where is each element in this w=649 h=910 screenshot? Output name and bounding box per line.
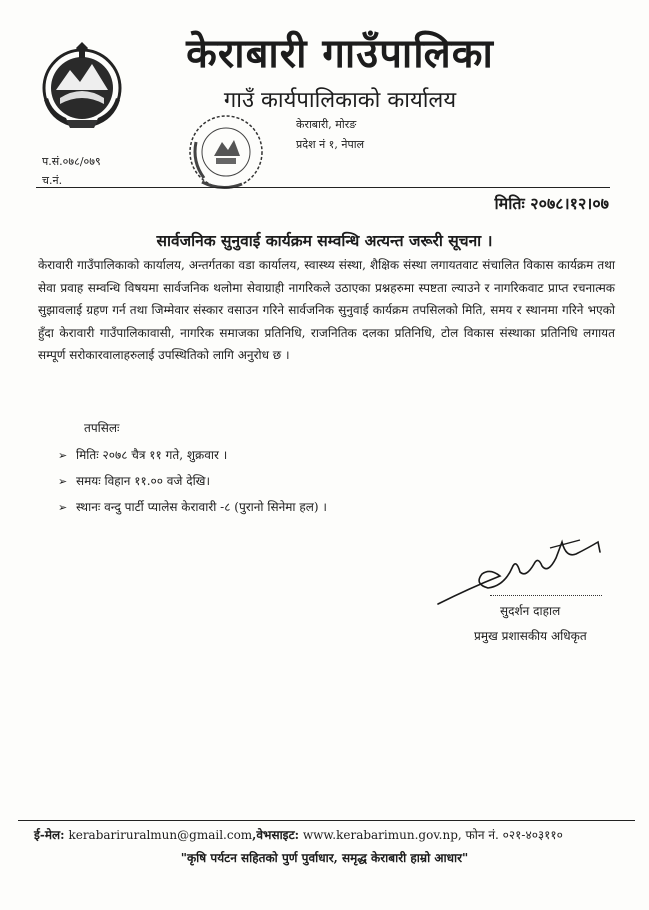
footer-divider: [18, 820, 635, 821]
detail-item-time: [58, 472, 210, 489]
address-line-2: प्रदेश नं १, नेपाल: [296, 138, 365, 151]
website-link[interactable]: www.kerabarimun.gov.np: [299, 828, 458, 842]
website-label: ,वेभसाइट:: [252, 828, 300, 842]
arrow-bullet-icon: ➢: [58, 475, 68, 488]
org-name: केराबारी गाउँपालिका: [186, 30, 494, 77]
letter-date: मितिः २०७८।१२।०७: [494, 194, 609, 213]
office-stamp-icon: [182, 112, 270, 192]
email-link[interactable]: kerabariruralmun@gmail.com: [64, 828, 253, 842]
office-name: गाउँ कार्यपालिकाको कार्यालय: [223, 88, 457, 113]
dispatch-number: च.नं.: [42, 174, 63, 187]
signature-line: [490, 595, 602, 596]
detail-text: मितिः २०७८ चैत्र ११ गते, शुक्रवार ।: [76, 448, 228, 462]
detail-text: स्थानः वन्दु पार्टी प्यालेस केरावारी -८ (पुरानो सिनेमा हल) ।: [76, 500, 327, 514]
detail-text: समयः विहान ११.०० वजे देखि।: [76, 474, 211, 488]
notice-title: सार्वजनिक सुनुवाई कार्यक्रम सम्वन्धि अत्यन्त जरूरी सूचना ।: [156, 231, 493, 250]
detail-item-date: [58, 446, 227, 463]
signer-title: प्रमुख प्रशासकीय अधिकृत: [474, 629, 587, 643]
phone-label: , फोन नं.: [457, 828, 499, 842]
email-label: ई-मेल:: [34, 828, 65, 842]
footer-slogan: "कृषि पर्यटन सहितको पुर्ण पुर्वाधार, समृद्ध केराबारी हाम्रो आधार": [180, 851, 469, 865]
reference-number: प.सं.०७८/०७९: [42, 155, 101, 168]
signer-name: सुदर्शन दाहाल: [500, 604, 561, 618]
nepal-emblem-icon: [36, 40, 128, 130]
address-line-1: केराबारी, मोरङ: [296, 118, 357, 131]
notice-body: केरावारी गाउँपालिकाको कार्यालय, अन्तर्गतका वडा कार्यालय, स्वास्थ्य संस्था, शैक्षिक संस्था लगायतवाट संचालित विकास कार्यक्रम तथा सेवा प्रवाह सम्वन्धि विषयमा सार्वजनिक थलोमा सेवाग्राही नागरिकले उठाएका प्रश्नहरुमा स्पष्टता ल्याउने र नागरिकवाट प्राप्त रचनात्मक सुझावलाई ग्रहण गर्न तथा जिम्मेवार संस्कार वसाउन गरिने सार्वजनिक सुनुवाई कार्यक्रम तपसिलको मिति, समय र स्थानमा गरिने भएको हुँदा केरावारी गाउँपालिकावासी, नागरिक समाजका प्रतिनिधि, राजनितिक दलका प्रतिनिधि, टोल विकास संस्थाका प्रतिनिधि लगायत सम्पूर्ण सरोकारवालाहरुलाई उपस्थितिको लागि अनुरोध छ ।: [38, 258, 615, 362]
arrow-bullet-icon: ➢: [58, 501, 68, 514]
phone-number: ०२१-४०३११०: [498, 828, 563, 842]
handwritten-signature: [430, 528, 610, 608]
header-divider: [36, 187, 610, 188]
footer-contact: [34, 826, 563, 843]
details-label: तपसिलः: [84, 421, 120, 435]
arrow-bullet-icon: ➢: [58, 449, 68, 462]
detail-item-venue: [58, 498, 327, 515]
